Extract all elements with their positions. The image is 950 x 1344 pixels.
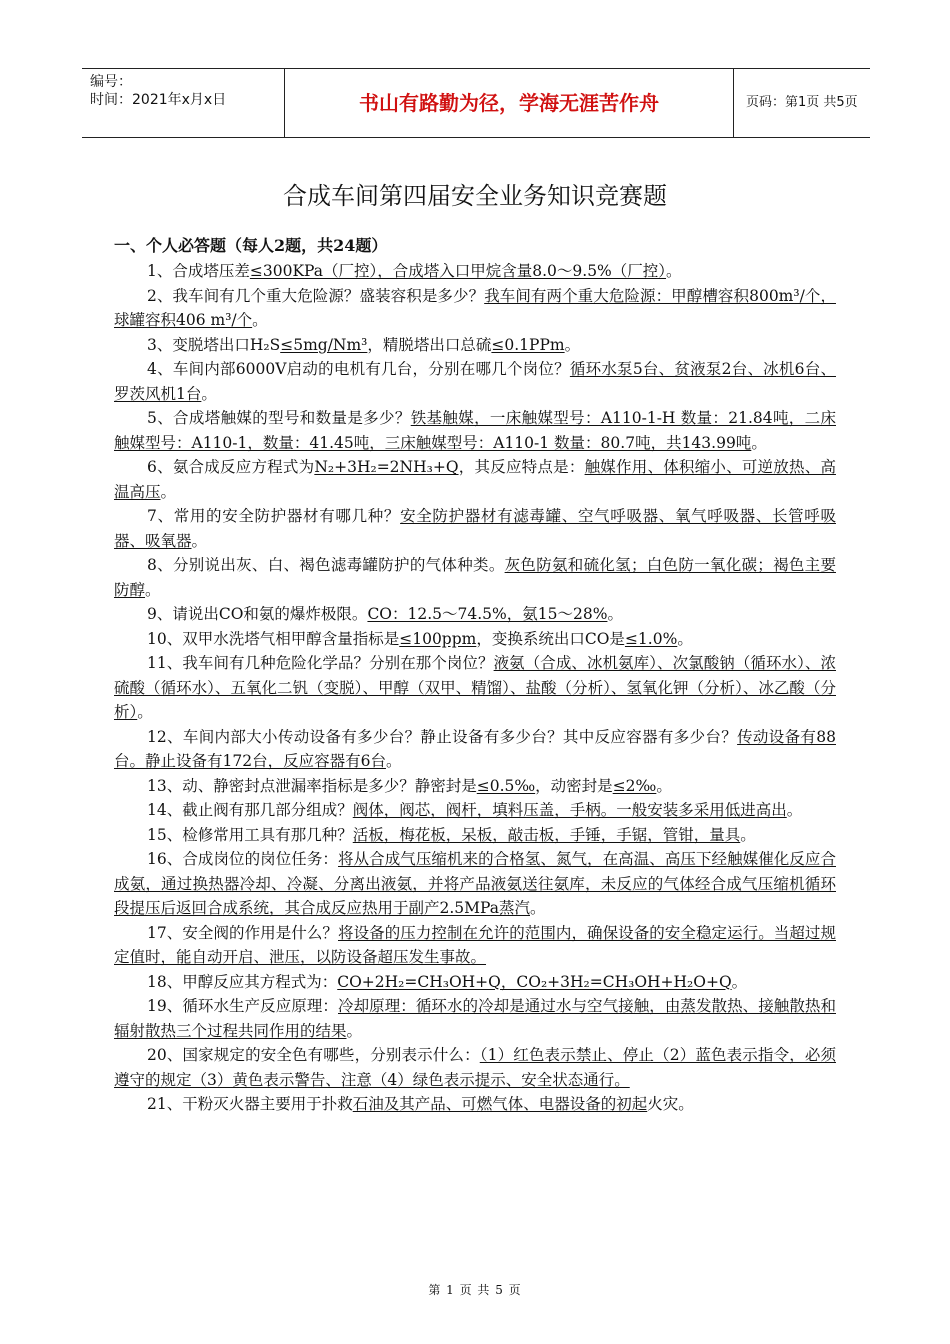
question-text: 20、国家规定的安全色有哪些，分别表示什么： xyxy=(147,1046,480,1064)
question-item xyxy=(114,847,836,921)
question-text: 19、循环水生产反应原理： xyxy=(147,997,338,1015)
question-item xyxy=(114,259,836,284)
answer-text: ≤0.1PPm xyxy=(491,335,565,354)
answer-text: ≤300KPa（厂控），合成塔入口甲烷含量8.0～9.5%（厂控） xyxy=(249,262,667,280)
question-text: 。 xyxy=(191,531,208,550)
question-text: 12、车间内部大小传动设备有多少台？静止设备有多少台？其中反应容器有多少台？ xyxy=(147,727,738,746)
question-text: 。 xyxy=(751,433,767,452)
question-item xyxy=(114,333,836,358)
answer-text: 阀体，阀芯，阀杆，填料压盖，手柄。一般安装多采用低进高出 xyxy=(352,801,787,819)
question-text: 7、常用的安全防护器材有哪几种？ xyxy=(147,507,401,525)
answer-text: CO：12.5～74.5%，氨15～28% xyxy=(367,605,608,623)
question-text: 。 xyxy=(201,384,217,403)
document-title: 合成车间第四届安全业务知识竞赛题 xyxy=(283,182,667,210)
question-item xyxy=(114,406,836,455)
answer-text: 将设备的压力控制在允许的范围内，确保设备的安全稳定运行。当超过规定值时，能自动开启、泄压，以防设备超压发生事故。 xyxy=(114,923,836,966)
question-text: 3、变脱塔出口H₂S xyxy=(147,335,281,354)
question-text: 17、安全阀的作用是什么？ xyxy=(147,923,338,942)
answer-text: ≤1.0% xyxy=(624,629,678,648)
question-item xyxy=(114,970,836,995)
question-text: 。 xyxy=(786,801,803,819)
time-label: 时间：2021年x月x日 xyxy=(90,92,227,108)
question-text: 10、双甲水洗塔气相甲醇含量指标是 xyxy=(147,629,400,648)
question-item xyxy=(114,725,836,774)
question-text: 11、我车间有几种危险化学品？分别在那个岗位？ xyxy=(147,654,494,672)
question-item xyxy=(114,651,836,725)
answer-text: 我车间有两个重大危险源：甲醇槽容积800m³/个，球罐容积406 m³/个 xyxy=(114,286,836,329)
answer-text: 灰色防氨和硫化氢；白色防一氧化碳；褐色主要防醇 xyxy=(114,556,836,599)
question-text: 。 xyxy=(656,776,672,795)
question-text: ，动密封是 xyxy=(535,776,613,795)
header-motto: 书山有路勤为径，学海无涯苦作舟 xyxy=(284,69,734,137)
question-text: 6、氨合成反应方程式为 xyxy=(147,458,315,476)
question-text: 。 xyxy=(137,703,153,721)
answer-text: 传动设备有88台。静止设备有172台，反应容器有6台 xyxy=(114,727,836,770)
answer-text: 冷却原理：循环水的冷却是通过水与空气接触，由蒸发散热、接触散热和辐射散热三个过程共同作用的结果 xyxy=(114,997,836,1040)
answer-text: CO+2H₂=CH₃OH+Q，CO₂+3H₂=CH₃OH+H₂O+Q xyxy=(337,972,732,991)
question-text: 。 xyxy=(677,629,693,648)
section-heading: 一、个人必答题（每人2题，共24题） xyxy=(114,236,388,255)
answer-text: （1）红色表示禁止、停止（2）蓝色表示指令，必须遵守的规定（3）黄色表示警告、注意（4）绿色表示提示、安全状态通行。 xyxy=(114,1046,836,1089)
header-page-info: 页码：第1页 共5页 xyxy=(746,95,858,110)
question-text: 。 xyxy=(666,262,682,280)
question-item xyxy=(114,823,836,848)
answer-text: ≤0.5‰ xyxy=(476,776,536,795)
question-text: 16、合成岗位的岗位任务： xyxy=(147,850,338,868)
question-item xyxy=(114,553,836,602)
answer-text: ≤5mg/Nm³ xyxy=(280,335,368,354)
question-item xyxy=(114,921,836,970)
number-label: 编号： xyxy=(90,74,132,90)
question-text: 13、动、静密封点泄漏率指标是多少？静密封是 xyxy=(147,776,477,795)
question-text: 5、合成塔触媒的型号和数量是多少？ xyxy=(147,409,411,427)
answer-text: 安全防护器材有滤毒罐、空气呼吸器、氧气呼吸器、长管呼吸器、吸氧器 xyxy=(114,507,836,550)
question-text: 火灾。 xyxy=(647,1095,694,1113)
question-text: 。 xyxy=(731,972,748,991)
question-item xyxy=(114,994,836,1043)
header-table xyxy=(82,68,870,138)
answer-text: ≤100ppm xyxy=(399,629,477,648)
question-text: 。 xyxy=(160,482,177,501)
question-item xyxy=(114,774,836,799)
answer-text: 活板，梅花板，呆板，敲击板，手锤，手锯，管钳，量具 xyxy=(352,825,741,844)
question-text: 。 xyxy=(145,580,161,599)
question-text: 4、车间内部6000V启动的电机有几台，分别在哪几个岗位？ xyxy=(147,360,570,378)
answer-text: 石油及其产品、可燃气体、电器设备的初起 xyxy=(352,1095,648,1113)
question-text: 8、分别说出灰、白、褐色滤毒罐防护的气体种类。 xyxy=(147,556,505,574)
question-item xyxy=(114,455,836,504)
answer-text: ≤2‰ xyxy=(612,776,657,795)
question-item xyxy=(114,602,836,627)
question-text: 18、甲醇反应其方程式为： xyxy=(147,972,338,991)
answer-text: 循环水泵5台、贫液泵2台、冰机6台、罗茨风机1台 xyxy=(114,360,836,403)
question-text: ，变换系统出口CO是 xyxy=(476,629,625,648)
question-text: ，精脱塔出口总硫 xyxy=(367,335,492,354)
question-text: 1、合成塔压差 xyxy=(147,262,250,280)
question-item xyxy=(114,357,836,406)
question-text: 。 xyxy=(252,311,268,329)
question-item xyxy=(114,627,836,652)
answer-text: 液氨（合成、冰机氨库）、次氯酸钠（循环水）、浓硫酸（循环水）、五氧化二钒（变脱）、甲醇（双甲、精馏）、盐酸（分析）、氢氧化钾（分析）、冰乙酸（分析） xyxy=(114,654,836,721)
question-item xyxy=(114,798,836,823)
question-text: 。 xyxy=(385,752,402,770)
header-meta xyxy=(82,69,284,137)
question-text: ，其反应特点是： xyxy=(458,458,585,476)
question-item xyxy=(114,1043,836,1092)
question-item xyxy=(114,284,836,333)
answer-text: N₂+3H₂=2NH₃+Q xyxy=(314,458,459,476)
question-text: 21、干粉灭火器主要用于扑救 xyxy=(147,1095,353,1113)
question-text: 。 xyxy=(607,605,623,623)
answer-text: 触媒作用、体积缩小、可逆放热、高温高压 xyxy=(114,458,836,501)
question-text: 15、检修常用工具有那几种？ xyxy=(147,825,353,844)
question-item xyxy=(114,504,836,553)
question-text: 2、我车间有几个重大危险源？盛装容积是多少？ xyxy=(147,286,485,305)
question-text: 。 xyxy=(564,335,581,354)
question-list xyxy=(114,259,836,1117)
answer-text: 将从合成气压缩机来的合格氢、氮气，在高温、高压下经触媒催化反应合成氨，通过换热器冷却、冷凝、分离出液氨，并将产品液氨送往氨库，未反应的气体经合成气压缩机循环段提压后返回合成系统，其合成反应热用于副产2.5MPa蒸汽 xyxy=(114,850,836,917)
question-text: 9、请说出CO和氨的爆炸极限。 xyxy=(147,605,368,623)
question-item xyxy=(114,1092,836,1117)
question-text: 。 xyxy=(346,1021,363,1040)
question-text: 14、截止阀有那几部分组成？ xyxy=(147,801,353,819)
question-text: 。 xyxy=(530,899,546,917)
question-text: 。 xyxy=(740,825,756,844)
answer-text: 铁基触媒，一床触媒型号：A110-1-H 数量：21.84吨，二床触媒型号：A110-1，数量：41.45吨，三床触媒型号：A110-1 数量：80.7吨，共143.99吨 xyxy=(114,409,836,452)
page-footer: 第 1 页 共 5 页 xyxy=(428,1283,522,1297)
